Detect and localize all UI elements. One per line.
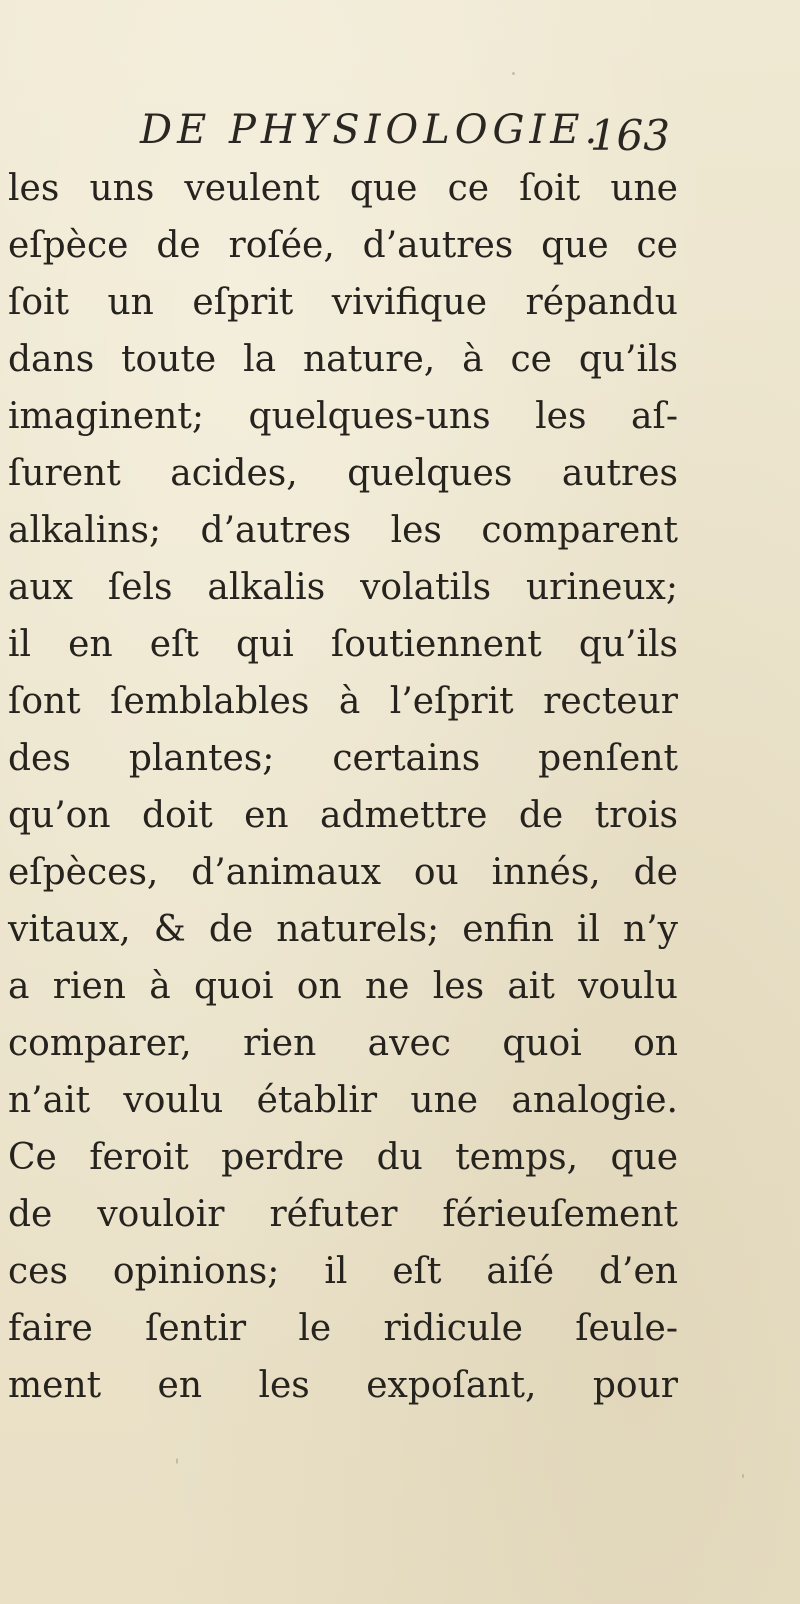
body-text	[8, 160, 678, 1414]
text-line: vitaux, & de naturels; enfin il n’y	[8, 909, 678, 950]
text-line: eſpèces, d’animaux ou innés, de	[8, 852, 678, 893]
text-line: imaginent; quelques-uns les aſ-	[8, 396, 678, 437]
text-line: comparer, rien avec quoi on	[8, 1023, 678, 1064]
text-line: Ce feroit perdre du temps, que	[8, 1137, 678, 1178]
text-line: des plantes; certains penſent	[8, 738, 678, 779]
text-line: ment en les expoſant, pour	[8, 1365, 678, 1406]
text-line: ſurent acides, quelques autres	[8, 453, 678, 494]
text-line: aux ſels alkalis volatils urineux;	[8, 567, 678, 608]
text-line: eſpèce de roſée, d’autres que ce	[8, 225, 678, 266]
paper-speck	[742, 1474, 744, 1478]
running-head	[140, 100, 670, 160]
text-line: ſoit un eſprit vivifique répandu	[8, 282, 678, 323]
text-line: ces opinions; il eſt aiſé d’en	[8, 1251, 678, 1292]
text-line: les uns veulent que ce ſoit une	[8, 168, 678, 209]
text-line: a rien à quoi on ne les ait voulu	[8, 966, 678, 1007]
text-line: ſont ſemblables à l’eſprit recteur	[8, 681, 678, 722]
running-title: DE PHYSIOLOGIE.	[140, 107, 603, 153]
text-line: de vouloir réfuter férieuſement	[8, 1194, 678, 1235]
paper-speck	[512, 72, 515, 75]
paper-speck	[176, 1458, 178, 1464]
text-line: alkalins; d’autres les comparent	[8, 510, 678, 551]
text-line: n’ait voulu établir une analogie.	[8, 1080, 678, 1121]
page-number: 163	[589, 111, 670, 160]
text-line: dans toute la nature, à ce qu’ils	[8, 339, 678, 380]
text-line: il en eſt qui ſoutiennent qu’ils	[8, 624, 678, 665]
text-line: faire ſentir le ridicule ſeule-	[8, 1308, 678, 1349]
text-line: qu’on doit en admettre de trois	[8, 795, 678, 836]
